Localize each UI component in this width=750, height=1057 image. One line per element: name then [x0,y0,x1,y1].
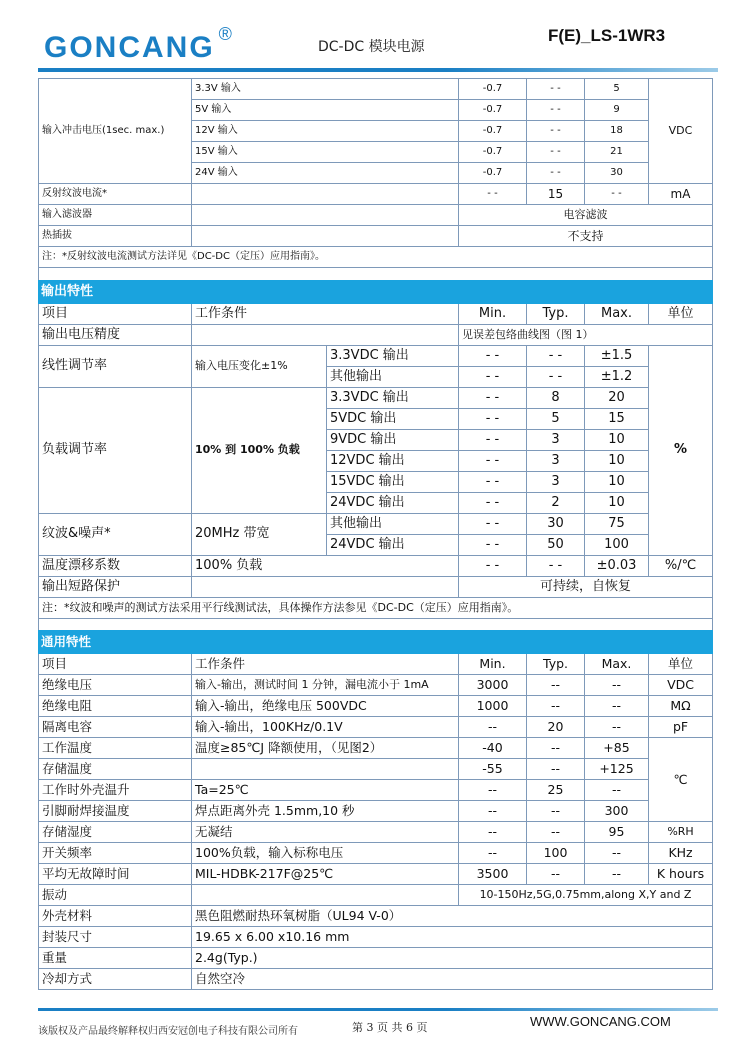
load-reg-typ: 5 [527,408,585,429]
table-row [39,759,713,780]
general-min: -- [459,822,527,843]
vibration-label: 振动 [39,885,192,906]
empty-cell [192,184,459,205]
empty-cell [192,324,459,345]
empty-cell [192,226,459,247]
general-label: 开关频率 [39,843,192,864]
load-reg-min: - - [459,429,527,450]
general-min: 3500 [459,864,527,885]
line-reg-typ: - - [527,366,585,387]
line-reg-min: - - [459,366,527,387]
load-reg-max: 10 [585,471,649,492]
load-reg-typ: 3 [527,450,585,471]
general-cond: 100%负载，输入标称电压 [192,843,459,864]
table-row [39,576,713,597]
header-cond: 工作条件 [192,654,459,675]
load-reg-max: 10 [585,429,649,450]
accuracy-label: 输出电压精度 [39,324,192,345]
cooling-label: 冷却方式 [39,969,192,990]
surge-typ: - - [527,121,585,142]
header-max: Max. [585,654,649,675]
output-note: 注：*纹波和噪声的测试方法采用平行线测试法，具体操作方法参见《DC-DC（定压）应用指南》。 [39,597,713,618]
page-header [0,0,750,70]
surge-max: 5 [585,79,649,100]
section-title-output: 输出特性 [39,280,713,303]
ripple-label: 纹波&噪声* [39,513,192,555]
surge-cond: 5V 输入 [192,100,459,121]
header-item: 项目 [39,303,192,324]
surge-cond: 3.3V 输入 [192,79,459,100]
general-max: -- [585,864,649,885]
surge-typ: - - [527,100,585,121]
surge-typ: - - [527,163,585,184]
table-row [39,738,713,759]
general-label: 引脚耐焊接温度 [39,801,192,822]
general-cond: 温度≥85℃J 降额使用，（见图2） [192,738,459,759]
table-row [39,675,713,696]
surge-max: 30 [585,163,649,184]
general-unit: KHz [649,843,713,864]
line-reg-cond: 输入电压变化±1% [192,345,327,387]
general-label: 工作温度 [39,738,192,759]
input-table [38,78,713,280]
general-table [38,630,713,990]
table-row [39,597,713,618]
cooling-value: 自然空冷 [192,969,713,990]
table-row [39,247,713,268]
size-value: 19.65 x 6.00 x10.16 mm [192,927,713,948]
percent-unit: % [649,345,713,555]
case-value: 黑色阻燃耐热环氧树脂（UL94 V-0） [192,906,713,927]
general-max: -- [585,780,649,801]
general-cond: 输入-输出，绝缘电压 500VDC [192,696,459,717]
ripple-current-unit: mA [649,184,713,205]
table-row [39,184,713,205]
load-reg-sub: 24VDC 输出 [327,492,459,513]
general-typ: -- [527,696,585,717]
load-reg-sub: 3.3VDC 输出 [327,387,459,408]
general-min: -- [459,780,527,801]
surge-cond: 15V 输入 [192,142,459,163]
surge-typ: - - [527,79,585,100]
general-cond: MIL-HDBK-217F@25℃ [192,864,459,885]
load-reg-sub: 5VDC 输出 [327,408,459,429]
general-max: +85 [585,738,649,759]
surge-label: 输入冲击电压(1sec. max.) [39,79,192,184]
load-reg-min: - - [459,450,527,471]
load-reg-typ: 3 [527,471,585,492]
general-max: 300 [585,801,649,822]
temp-drift-min: - - [459,555,527,576]
load-reg-sub: 12VDC 输出 [327,450,459,471]
spacer-row [39,618,713,630]
ripple-sub: 其他输出 [327,513,459,534]
general-typ: 100 [527,843,585,864]
general-label: 平均无故障时间 [39,864,192,885]
spec-content [38,78,712,990]
general-typ: -- [527,675,585,696]
general-label: 绝缘电压 [39,675,192,696]
footer-copyright: 该版权及产品最终解释权归西安冠创电子科技有限公司所有 [38,1026,298,1037]
line-reg-label: 线性调节率 [39,345,192,387]
hotplug-label: 热插拔 [39,226,192,247]
general-unit: %RH [649,822,713,843]
filter-value: 电容滤波 [459,205,713,226]
general-label: 存储湿度 [39,822,192,843]
weight-label: 重量 [39,948,192,969]
table-row [39,696,713,717]
ripple-max: 100 [585,534,649,555]
table-row [39,780,713,801]
general-max: +125 [585,759,649,780]
empty-cell [192,576,459,597]
temp-drift-label: 温度漂移系数 [39,555,192,576]
table-row [39,717,713,738]
surge-unit: VDC [649,79,713,184]
table-row [39,79,713,100]
ripple-typ: 30 [527,513,585,534]
header-divider [38,68,718,72]
short-label: 输出短路保护 [39,576,192,597]
table-row [39,555,713,576]
surge-cond: 12V 输入 [192,121,459,142]
general-unit: MΩ [649,696,713,717]
general-cond [192,759,459,780]
load-reg-typ: 3 [527,429,585,450]
ripple-min: - - [459,534,527,555]
general-min: -- [459,843,527,864]
load-reg-min: - - [459,408,527,429]
surge-typ: - - [527,142,585,163]
table-row [39,864,713,885]
filter-label: 输入滤波器 [39,205,192,226]
general-min: -- [459,801,527,822]
ripple-typ: 50 [527,534,585,555]
footer-page-number: 第 3 页 共 6 页 [352,1021,428,1034]
line-reg-max: ±1.5 [585,345,649,366]
empty-cell [192,885,459,906]
ripple-current-typ: 15 [527,184,585,205]
empty-cell [192,205,459,226]
general-max: -- [585,717,649,738]
header-min: Min. [459,654,527,675]
weight-value: 2.4g(Typ.) [192,948,713,969]
load-reg-min: - - [459,471,527,492]
surge-min: -0.7 [459,100,527,121]
table-row [39,906,713,927]
spacer-row [39,268,713,280]
temp-drift-max: ±0.03 [585,555,649,576]
general-max: -- [585,675,649,696]
load-reg-sub: 15VDC 输出 [327,471,459,492]
general-min: -- [459,717,527,738]
load-reg-typ: 2 [527,492,585,513]
line-reg-min: - - [459,345,527,366]
hotplug-value: 不支持 [459,226,713,247]
surge-min: -0.7 [459,163,527,184]
size-label: 封装尺寸 [39,927,192,948]
header-min: Min. [459,303,527,324]
temp-drift-unit: %/℃ [649,555,713,576]
general-typ: -- [527,864,585,885]
general-max: 95 [585,822,649,843]
ripple-min: - - [459,513,527,534]
general-min: 3000 [459,675,527,696]
general-cond: 无凝结 [192,822,459,843]
table-row [39,324,713,345]
ripple-current-min: - - [459,184,527,205]
load-reg-max: 10 [585,492,649,513]
general-max: -- [585,696,649,717]
table-row [39,843,713,864]
line-reg-sub: 其他输出 [327,366,459,387]
surge-min: -0.7 [459,142,527,163]
ripple-max: 75 [585,513,649,534]
surge-max: 9 [585,100,649,121]
general-label: 工作时外壳温升 [39,780,192,801]
input-note: 注：*反射纹波电流测试方法详见《DC-DC（定压）应用指南》。 [39,247,713,268]
line-reg-typ: - - [527,345,585,366]
spacer [39,618,713,630]
table-row [39,345,713,366]
table-row [39,801,713,822]
load-reg-max: 20 [585,387,649,408]
general-label: 绝缘电阻 [39,696,192,717]
table-row [39,387,713,408]
table-row [39,822,713,843]
general-label: 存储温度 [39,759,192,780]
header-cond: 工作条件 [192,303,459,324]
vibration-value: 10-150Hz,5G,0.75mm,along X,Y and Z [459,885,713,906]
general-typ: 25 [527,780,585,801]
general-typ: -- [527,759,585,780]
general-cond: 输入-输出，100KHz/0.1V [192,717,459,738]
header-item: 项目 [39,654,192,675]
case-label: 外壳材料 [39,906,192,927]
table-row [39,226,713,247]
table-row [39,927,713,948]
surge-min: -0.7 [459,79,527,100]
general-cond: Ta=25℃ [192,780,459,801]
general-min: -40 [459,738,527,759]
general-typ: -- [527,738,585,759]
load-reg-label: 负载调节率 [39,387,192,513]
table-row [39,969,713,990]
load-reg-min: - - [459,387,527,408]
brand-logo: GONCANG ® [44,24,234,64]
table-row [39,205,713,226]
temp-drift-cond: 100% 负载 [192,555,459,576]
general-typ: -- [527,801,585,822]
footer-divider [38,1008,718,1011]
general-min: -55 [459,759,527,780]
section-title-general: 通用特性 [39,631,713,654]
load-reg-sub: 9VDC 输出 [327,429,459,450]
load-reg-typ: 8 [527,387,585,408]
general-typ: 20 [527,717,585,738]
general-unit: pF [649,717,713,738]
header-model: F(E)_LS-1WR3 [548,26,666,45]
ripple-sub: 24VDC 输出 [327,534,459,555]
general-cond: 焊点距离外壳 1.5mm,10 秒 [192,801,459,822]
table-row [39,513,713,534]
header-typ: Typ. [527,303,585,324]
header-max: Max. [585,303,649,324]
general-min: 1000 [459,696,527,717]
table-row [39,885,713,906]
output-table [38,280,713,631]
general-unit: K hours [649,864,713,885]
temp-drift-typ: - - [527,555,585,576]
accuracy-value: 见误差包络曲线图（图 1） [459,324,713,345]
header-subtitle: DC-DC 模块电源 [318,39,425,55]
line-reg-max: ±1.2 [585,366,649,387]
surge-max: 21 [585,142,649,163]
load-reg-max: 15 [585,408,649,429]
footer-website[interactable]: WWW.GONCANG.COM [530,1014,671,1029]
table-row [39,948,713,969]
surge-min: -0.7 [459,121,527,142]
general-unit: VDC [649,675,713,696]
spacer [39,268,713,280]
table-header-row [39,654,713,675]
short-value: 可持续，自恢复 [459,576,713,597]
surge-max: 18 [585,121,649,142]
general-max: -- [585,843,649,864]
line-reg-sub: 3.3VDC 输出 [327,345,459,366]
header-unit: 单位 [649,654,713,675]
load-reg-min: - - [459,492,527,513]
load-reg-max: 10 [585,450,649,471]
header-unit: 单位 [649,303,713,324]
general-cond: 输入-输出，测试时间 1 分钟，漏电流小于 1mA [192,675,459,696]
header-typ: Typ. [527,654,585,675]
ripple-current-label: 反射纹波电流* [39,184,192,205]
ripple-cond: 20MHz 带宽 [192,513,327,555]
temp-unit: ℃ [649,738,713,822]
general-label: 隔离电容 [39,717,192,738]
ripple-current-max: - - [585,184,649,205]
general-typ: -- [527,822,585,843]
surge-cond: 24V 输入 [192,163,459,184]
load-reg-cond: 10% 到 100% 负载 [192,387,327,513]
table-header-row [39,303,713,324]
